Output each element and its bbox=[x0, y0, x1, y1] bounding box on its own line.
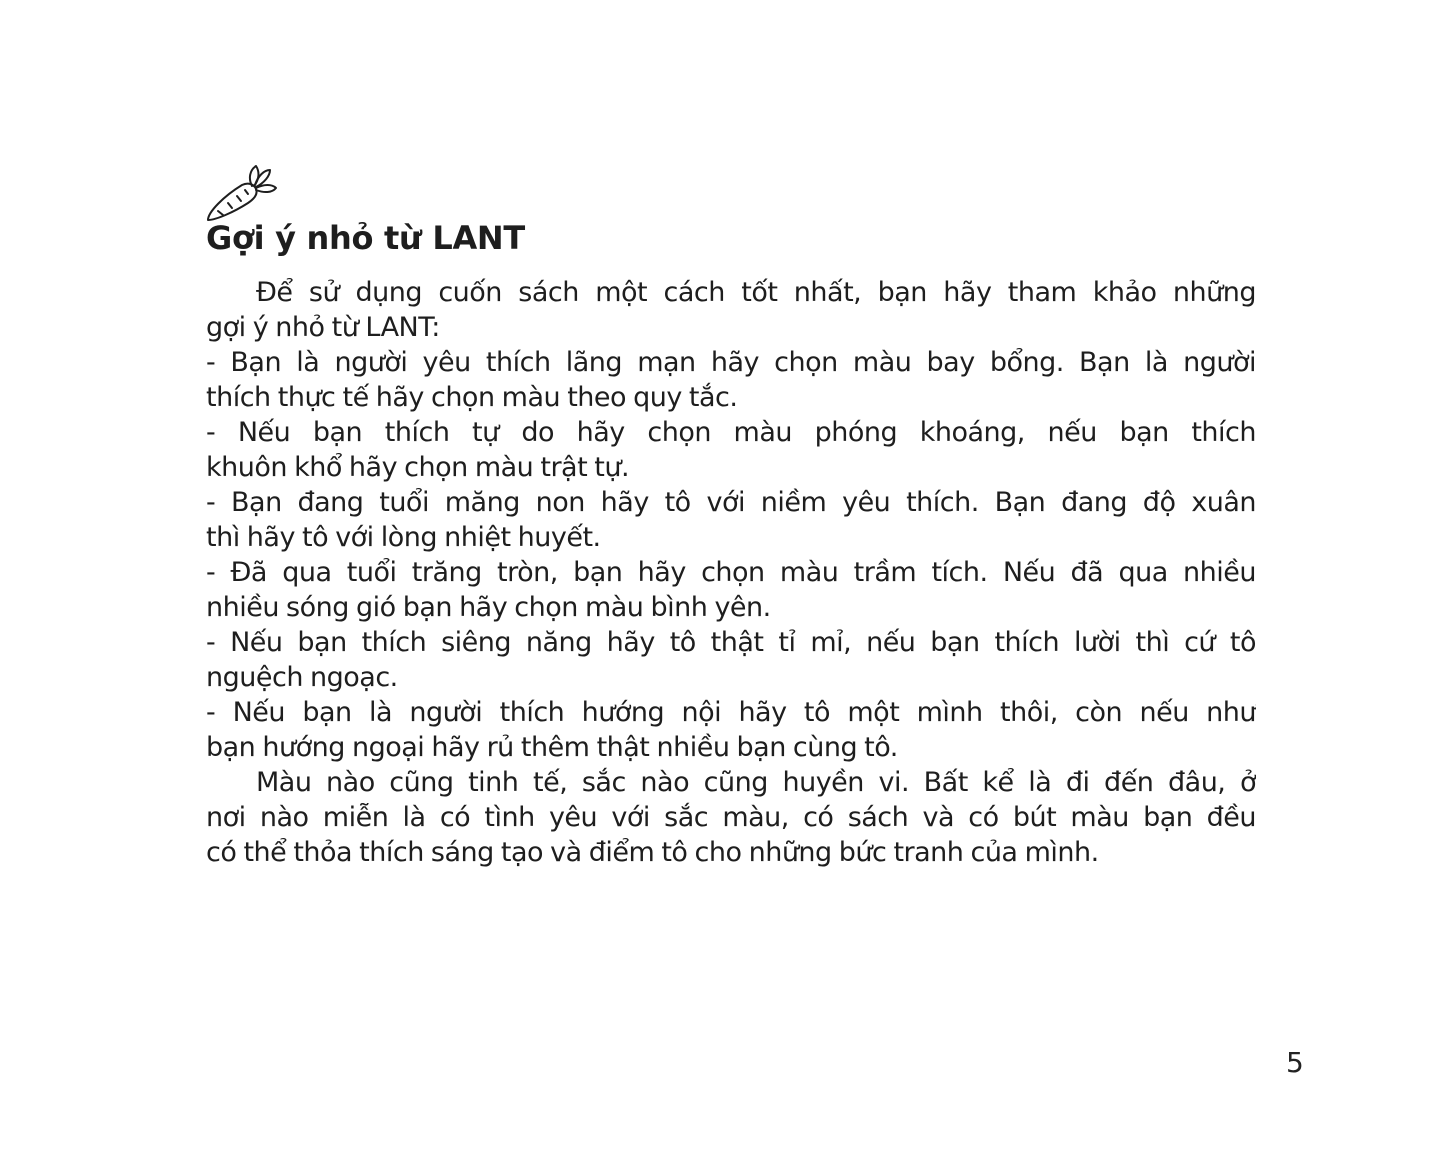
text-line: nơi nào miễn là có tình yêu với sắc màu, có sách và có bút màu bạn đều bbox=[206, 802, 1256, 833]
text-line: - Nếu bạn thích tự do hãy chọn màu phóng khoáng, nếu bạn thích bbox=[206, 417, 1256, 448]
page-number: 5 bbox=[1286, 1046, 1304, 1079]
text-line: có thể thỏa thích sáng tạo và điểm tô cho những bức tranh của mình. bbox=[206, 837, 1099, 868]
text-line: gợi ý nhỏ từ LANT: bbox=[206, 312, 440, 343]
text-line: thì hãy tô với lòng nhiệt huyết. bbox=[206, 522, 601, 553]
text-line: - Đã qua tuổi trăng tròn, bạn hãy chọn màu trầm tích. Nếu đã qua nhiều bbox=[206, 557, 1256, 588]
text-line: thích thực tế hãy chọn màu theo quy tắc. bbox=[206, 382, 738, 413]
text-line: Để sử dụng cuốn sách một cách tốt nhất, bạn hãy tham khảo những bbox=[256, 277, 1256, 308]
carrot-icon bbox=[204, 158, 278, 226]
text-line: khuôn khổ hãy chọn màu trật tự. bbox=[206, 452, 630, 483]
body-text bbox=[206, 275, 1256, 870]
text-line: bạn hướng ngoại hãy rủ thêm thật nhiều bạn cùng tô. bbox=[206, 732, 898, 763]
text-line: Màu nào cũng tinh tế, sắc nào cũng huyền vi. Bất kể là đi đến đâu, ở bbox=[256, 767, 1256, 798]
text-line: - Nếu bạn thích siêng năng hãy tô thật tỉ mỉ, nếu bạn thích lười thì cứ tô bbox=[206, 627, 1256, 658]
text-line: nguệch ngoạc. bbox=[206, 662, 398, 693]
text-line: - Bạn là người yêu thích lãng mạn hãy chọn màu bay bổng. Bạn là người bbox=[206, 347, 1256, 378]
text-line: nhiều sóng gió bạn hãy chọn màu bình yên. bbox=[206, 592, 771, 623]
text-line: - Bạn đang tuổi măng non hãy tô với niềm yêu thích. Bạn đang độ xuân bbox=[206, 487, 1256, 518]
page-heading: Gợi ý nhỏ từ LANT bbox=[206, 219, 525, 257]
text-line: - Nếu bạn là người thích hướng nội hãy tô một mình thôi, còn nếu như bbox=[206, 697, 1256, 728]
